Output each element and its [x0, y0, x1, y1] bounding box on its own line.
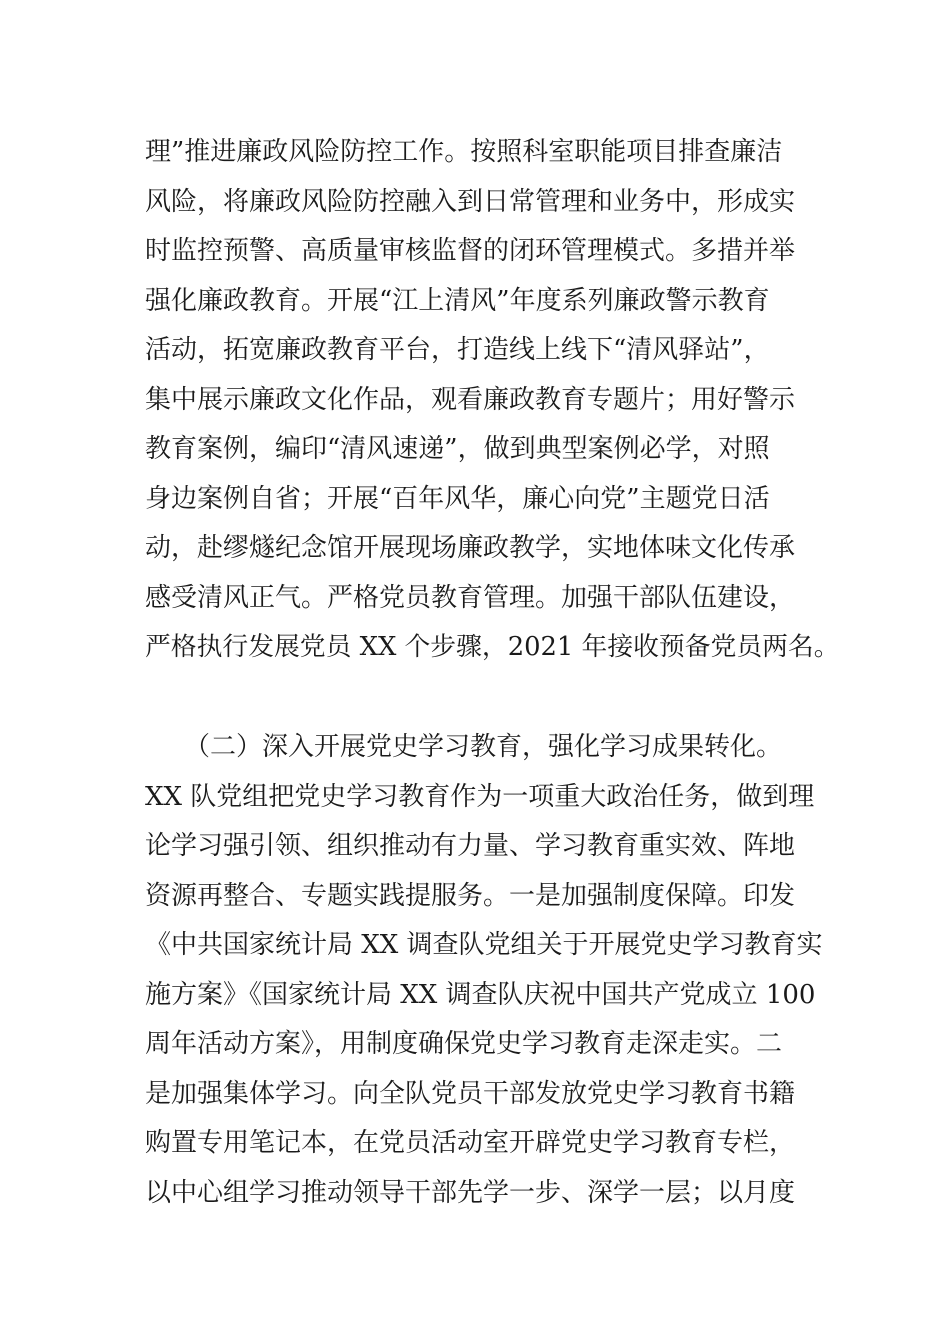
text-line: 理”推进廉政风险防控工作。按照科室职能项目排查廉洁 [145, 137, 783, 167]
text-line: 动，赴缪燧纪念馆开展现场廉政教学，实地体味文化传承 [145, 533, 796, 563]
paragraph-integrity-measures [145, 128, 840, 673]
text-line: 施方案》《国家统计局 XX 调查队庆祝中国共产党成立 100 [145, 979, 816, 1010]
text-line: XX 队党组把党史学习教育作为一项重大政治任务，做到理 [145, 781, 815, 812]
section-heading-line: （二）深入开展党史学习教育，强化学习成果转化。 [145, 732, 783, 762]
text-line: 以中心组学习推动领导干部先学一步、深学一层；以月度 [145, 1177, 796, 1208]
text-line: 购置专用笔记本，在党员活动室开辟党史学习教育专栏， [145, 1128, 796, 1158]
text-line: 身边案例自省；开展“百年风华，廉心向党”主题党日活 [145, 483, 770, 514]
text-line: 集中展示廉政文化作品，观看廉政教育专题片；用好警示 [145, 384, 796, 415]
text-line: 活动，拓宽廉政教育平台，打造线上线下“清风驿站”， [145, 335, 770, 365]
text-line: 周年活动方案》，用制度确保党史学习教育走深走实。二 [145, 1029, 783, 1059]
text-line: 论学习强引领、组织推动有力量、学习教育重实效、阵地 [145, 831, 796, 861]
text-line: 强化廉政教育。开展“江上清风”年度系列廉政警示教育 [145, 285, 770, 316]
text-line: 教育案例，编印“清风速递”，做到典型案例必学，对照 [145, 434, 770, 464]
text-line: 是加强集体学习。向全队党员干部发放党史学习教育书籍 [145, 1078, 796, 1109]
text-line: 严格执行发展党员 XX 个步骤，2021 年接收预备党员两名。 [145, 632, 840, 662]
paragraph-party-history-study [145, 723, 825, 1218]
text-line: 《中共国家统计局 XX 调查队党组关于开展党史学习教育实 [145, 930, 823, 960]
text-line: 时监控预警、高质量审核监督的闭环管理模式。多措并举 [145, 236, 796, 266]
text-line: 感受清风正气。严格党员教育管理。加强干部队伍建设， [145, 582, 796, 613]
text-line: 资源再整合、专题实践提服务。一是加强制度保障。印发 [145, 880, 796, 911]
text-line: 风险，将廉政风险防控融入到日常管理和业务中，形成实 [145, 186, 796, 217]
